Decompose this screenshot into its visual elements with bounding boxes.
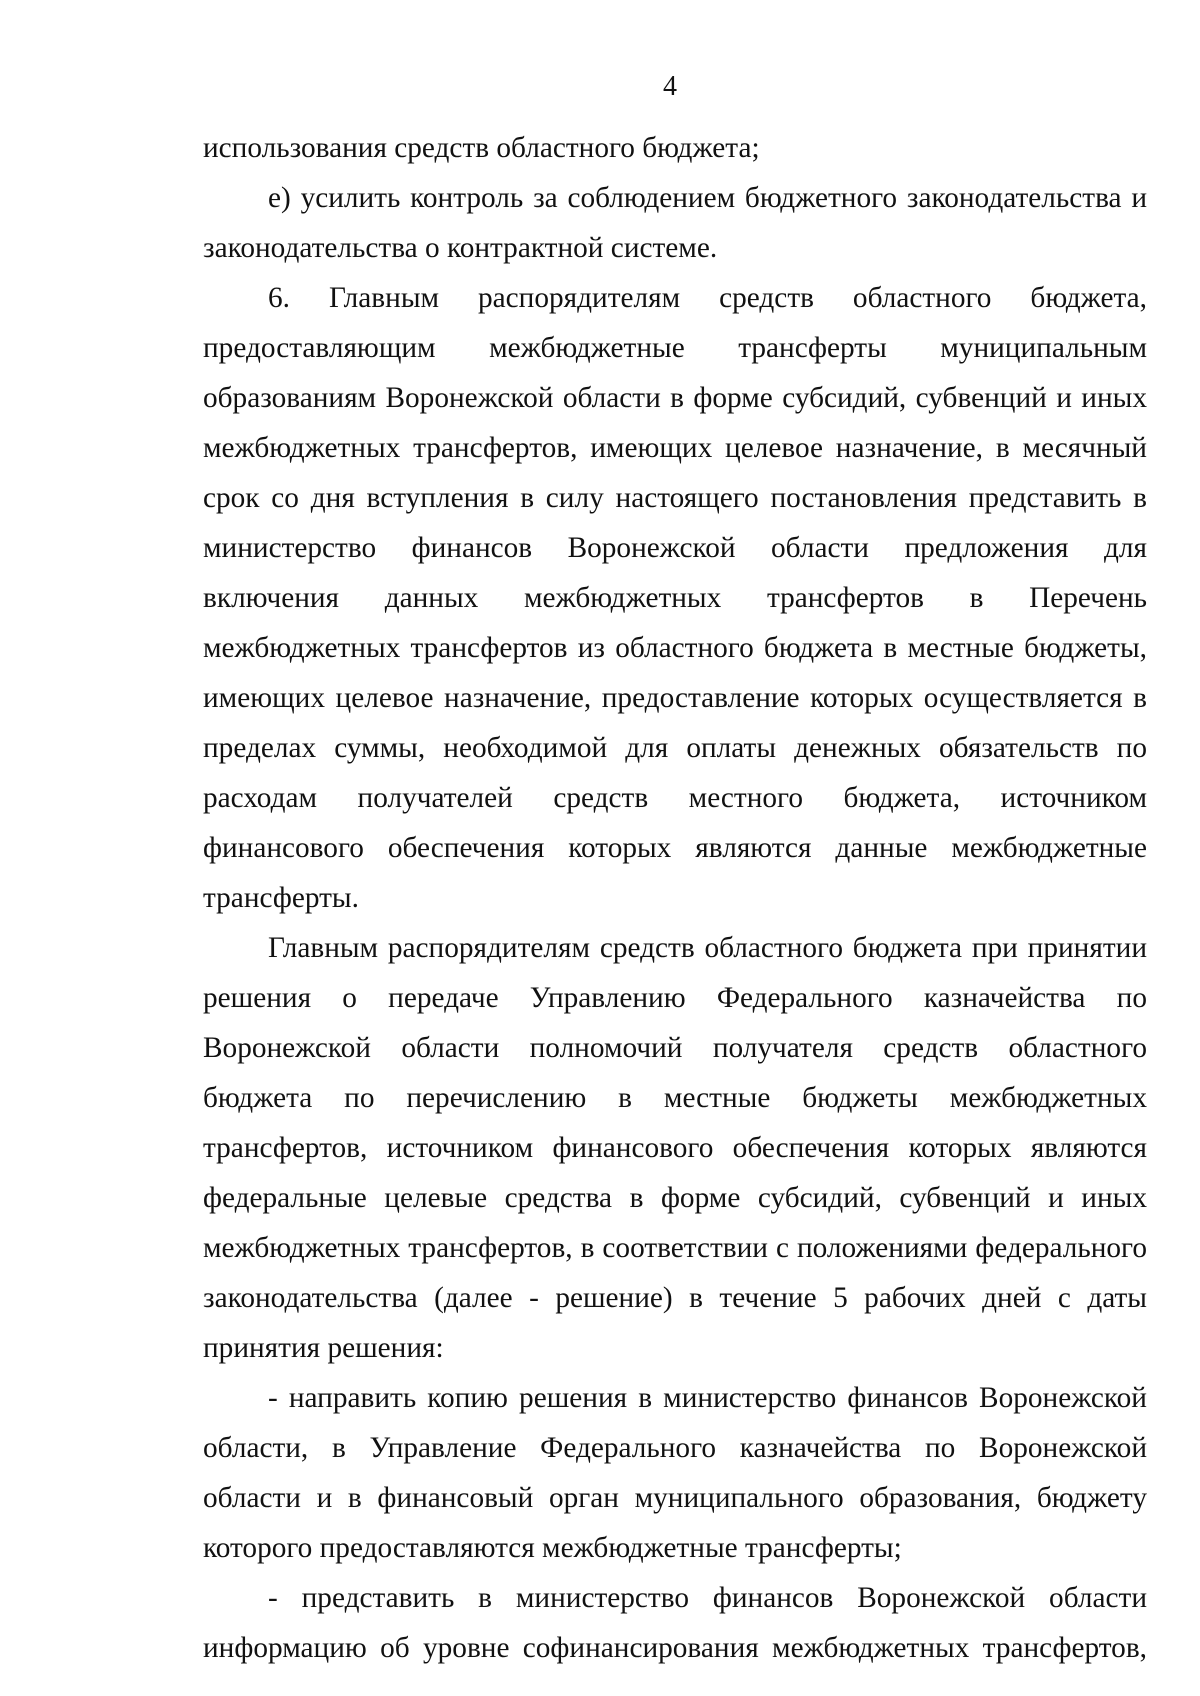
paragraph-item-e: е) усилить контроль за соблюдением бюджетного законодательства и законодательства о контрактной системе. bbox=[203, 182, 1147, 264]
page-number: 4 bbox=[663, 71, 677, 102]
document-body bbox=[203, 123, 1147, 1673]
paragraph-dash-submit-info: - представить в министерство финансов Воронежской области информацию об уровне софинансирования межбюджетных трансфертов, bbox=[203, 1582, 1147, 1664]
paragraph-dash-send-copy: - направить копию решения в министерство финансов Воронежской области, в Управление Федерального казначейства по Воронежской области и в финансовый орган муниципального образования, бюджету которого предоставляются межбюджетные трансферты; bbox=[203, 1382, 1147, 1564]
paragraph-main-distributors: Главным распорядителям средств областного бюджета при принятии решения о передаче Управлению Федерального казначейства по Воронежской области полномочий получателя средств областного бюджета по перечислению в местные бюджеты межбюджетных трансфертов, источником финансового обеспечения которых являются федеральные целевые средства в форме субсидий, субвенций и иных межбюджетных трансфертов, в соответствии с положениями федерального законодательства (далее - решение) в течение 5 рабочих дней с даты принятия решения: bbox=[203, 932, 1147, 1364]
paragraph-continuation: использования средств областного бюджета; bbox=[203, 132, 760, 164]
paragraph-item-6: 6. Главным распорядителям средств областного бюджета, предоставляющим межбюджетные трансферты муниципальным образованиям Воронежской области в форме субсидий, субвенций и иных межбюджетных трансфертов, имеющих целевое назначение, в месячный срок со дня вступления в силу настоящего постановления представить в министерство финансов Воронежской области предложения для включения данных межбюджетных трансфертов в Перечень межбюджетных трансфертов из областного бюджета в местные бюджеты, имеющих целевое назначение, предоставление которых осуществляется в пределах суммы, необходимой для оплаты денежных обязательств по расходам получателей средств местного бюджета, источником финансового обеспечения которых являются данные межбюджетные трансферты. bbox=[203, 282, 1147, 914]
